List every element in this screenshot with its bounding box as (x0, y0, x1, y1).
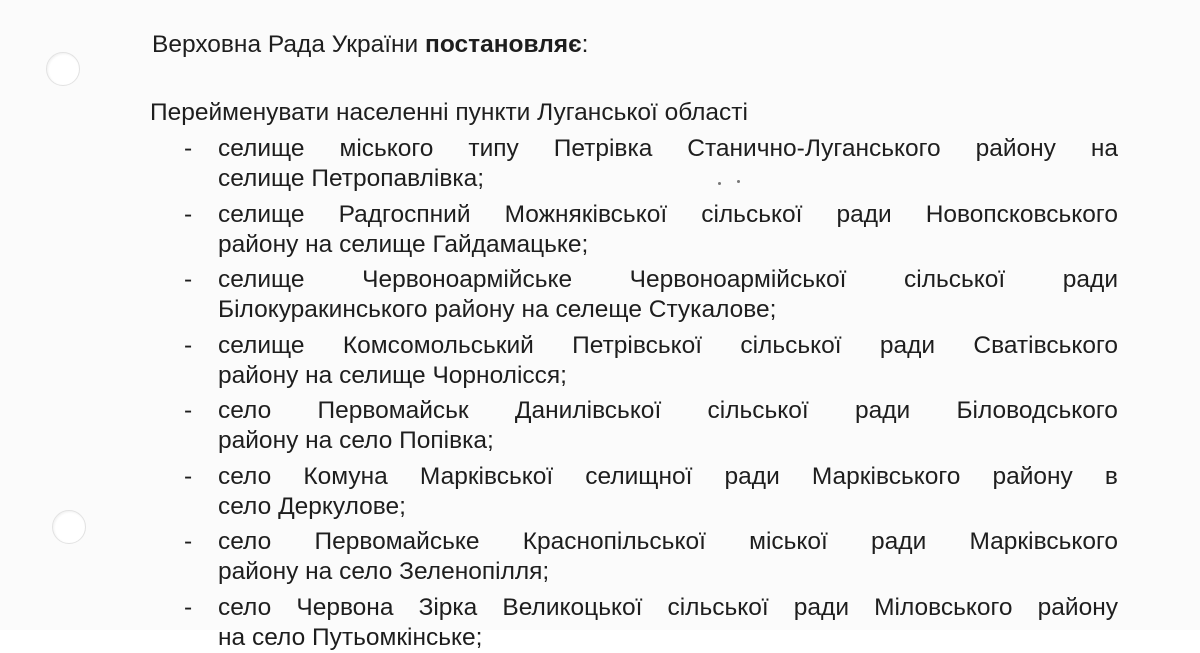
word: Можняківської (504, 201, 668, 228)
list-item-continuation: району на село Попівка; (218, 427, 494, 454)
word: село (218, 594, 272, 621)
word: Данилівської (514, 397, 662, 424)
punch-hole-bottom (52, 510, 86, 544)
intro-suffix: : (581, 31, 589, 58)
list-item-line (218, 200, 1118, 230)
word: Червона (296, 594, 394, 621)
word: село (218, 397, 272, 424)
word: село (218, 528, 272, 555)
list-item-continuation: району на село Зеленопілля; (218, 558, 550, 585)
word: Петрівської (572, 332, 703, 359)
list-item-line (218, 462, 1118, 492)
word: Новопсковського (925, 201, 1118, 228)
list-item-line (218, 593, 1118, 623)
word: Марківського (811, 463, 961, 490)
word: в (1104, 463, 1118, 490)
word: Первомайськ (317, 397, 469, 424)
intro-bold: постановляє (425, 31, 582, 58)
word: сільської (740, 332, 842, 359)
word: ради (793, 594, 850, 621)
intro-line (152, 30, 588, 60)
word: району (992, 463, 1073, 490)
word: типу (468, 135, 519, 162)
word: сільської (707, 397, 809, 424)
word: Комуна (303, 463, 388, 490)
list-item-continuation: району на селище Гайдамацьке; (218, 231, 589, 258)
word: Міловського (874, 594, 1013, 621)
list-bullet: - (184, 201, 193, 228)
word: Радгоспний (338, 201, 471, 228)
word: міської (749, 528, 828, 555)
word: селище (218, 266, 305, 293)
word: Сватівського (973, 332, 1118, 359)
document-heading: Перейменувати населенні пункти Луганської області (150, 99, 748, 126)
word: Біловодського (956, 397, 1118, 424)
word: сільської (667, 594, 769, 621)
word: ради (871, 528, 927, 555)
word: ради (879, 332, 936, 359)
list-bullet: - (184, 135, 193, 162)
list-item-line (218, 134, 1118, 164)
word: ради (854, 397, 911, 424)
list-item-line (218, 396, 1118, 426)
list-bullet: - (184, 266, 193, 293)
list-item-continuation: селище Петропавлівка; (218, 165, 485, 192)
word: ради (1062, 266, 1118, 293)
word: Червоноармійське (362, 266, 573, 293)
word: Петрівка (553, 135, 653, 162)
punch-hole-top (46, 52, 80, 86)
intro-prefix: Верховна Рада України (152, 31, 426, 58)
word: ради (836, 201, 892, 228)
list-item-line (218, 265, 1118, 295)
word: сільської (701, 201, 803, 228)
word: Первомайське (314, 528, 480, 555)
list-item-continuation: на село Путьомкінське; (218, 624, 483, 651)
word: Червоноармійської (629, 266, 847, 293)
word: району (975, 135, 1056, 162)
list-item-continuation: село Деркулове; (218, 493, 406, 520)
word: Великоцької (502, 594, 643, 621)
word: селищної (585, 463, 693, 490)
word: селище (218, 135, 305, 162)
list-item-line (218, 527, 1118, 557)
word: селище (218, 332, 305, 359)
word: міського (339, 135, 434, 162)
word: району (1037, 594, 1118, 621)
word: Станично-Луганського (687, 135, 941, 162)
word: на (1090, 135, 1118, 162)
word: сільської (904, 266, 1006, 293)
word: село (218, 463, 272, 490)
list-bullet: - (184, 397, 193, 424)
scan-speck (737, 180, 740, 183)
list-bullet: - (184, 332, 193, 359)
list-item-line (218, 331, 1118, 361)
list-bullet: - (184, 594, 193, 621)
word: Зірка (418, 594, 478, 621)
word: Марківського (969, 528, 1118, 555)
scan-speck (718, 182, 721, 185)
list-item-continuation: Білокуракинського району на селеще Стукалове; (218, 296, 777, 323)
list-bullet: - (184, 528, 193, 555)
word: Краснопільської (522, 528, 706, 555)
list-bullet: - (184, 463, 193, 490)
word: ради (724, 463, 780, 490)
list-item-continuation: району на селище Чорнолісся; (218, 362, 567, 389)
word: Комсомольський (342, 332, 534, 359)
word: Марківської (419, 463, 554, 490)
word: селище (218, 201, 305, 228)
